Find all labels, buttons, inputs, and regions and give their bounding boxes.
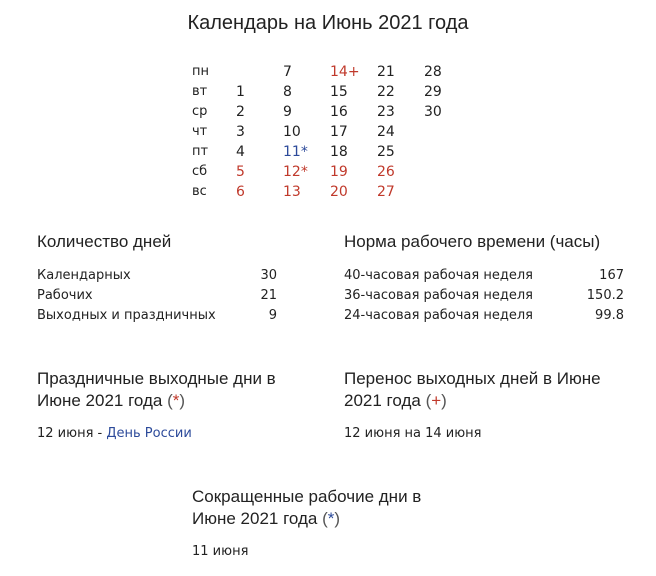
calendar-day: 27 — [377, 184, 395, 200]
stat-label: 40-часовая рабочая неделя — [344, 268, 533, 283]
weekday-label: вс — [192, 184, 207, 199]
heading-line: Перенос выходных дней в Июне — [344, 369, 601, 388]
calendar-day: 19 — [330, 164, 348, 180]
calendar-day: 12* — [283, 164, 308, 180]
calendar-day: 23 — [377, 104, 395, 120]
calendar-day: 24 — [377, 124, 395, 140]
days-count-heading: Количество дней — [37, 232, 172, 251]
days-count-table — [37, 266, 277, 326]
stat-value: 99.8 — [595, 308, 624, 323]
heading-line: 2021 года (+) — [344, 391, 447, 410]
calendar-day: 22 — [377, 84, 395, 100]
stat-row — [37, 266, 277, 286]
calendar-day: 5 — [236, 164, 245, 180]
weekday-label: пт — [192, 144, 209, 159]
calendar-day: 15 — [330, 84, 348, 100]
calendar-row — [186, 102, 471, 122]
calendar-day: 29 — [424, 84, 442, 100]
heading-line: Сокращенные рабочие дни в — [192, 487, 422, 506]
calendar-day: 18 — [330, 144, 348, 160]
calendar-day: 25 — [377, 144, 395, 160]
calendar-day: 2 — [236, 104, 245, 120]
calendar-day: 26 — [377, 164, 395, 180]
calendar-day: 28 — [424, 64, 442, 80]
calendar-day: 3 — [236, 124, 245, 140]
short-days-heading — [192, 486, 421, 530]
calendar-day: 21 — [377, 64, 395, 80]
stat-label: Календарных — [37, 268, 131, 283]
stat-label: Рабочих — [37, 288, 93, 303]
stat-row — [344, 286, 624, 306]
stat-label: 24-часовая рабочая неделя — [344, 308, 533, 323]
calendar-day: 17 — [330, 124, 348, 140]
calendar-day — [424, 162, 471, 182]
stat-row — [37, 306, 277, 326]
weekday-label: вт — [192, 84, 208, 99]
calendar-day: 16 — [330, 104, 348, 120]
short-day-mark: * — [327, 509, 335, 528]
heading-line: Июне 2021 года (*) — [192, 509, 341, 528]
calendar-row — [186, 122, 471, 142]
calendar-day: 7 — [283, 64, 292, 80]
calendar-row — [186, 162, 471, 182]
stat-value: 9 — [268, 308, 277, 323]
separator: - — [93, 426, 107, 441]
calendar-day — [424, 182, 471, 202]
calendar-day: 30 — [424, 104, 442, 120]
heading-line: Праздничные выходные дни в — [37, 369, 276, 388]
calendar-day: 10 — [283, 124, 301, 140]
weekday-label: сб — [192, 164, 208, 179]
calendar-day: 13 — [283, 184, 301, 200]
stat-value: 21 — [260, 288, 277, 303]
heading-line: Июне 2021 года (*) — [37, 391, 186, 410]
calendar-day: 1 — [236, 84, 245, 100]
stat-row — [344, 266, 624, 286]
calendar-day: 8 — [283, 84, 292, 100]
heading-text: Июне 2021 года — [37, 391, 163, 410]
heading-text: 2021 года — [344, 391, 421, 410]
page-title: Календарь на Июнь 2021 года — [187, 12, 469, 34]
work-hours-heading: Норма рабочего времени (часы) — [344, 232, 601, 251]
weekday-label: ср — [192, 104, 208, 119]
holidays-heading — [37, 368, 276, 412]
calendar-day: 14+ — [330, 64, 360, 80]
calendar-day — [424, 142, 471, 162]
calendar-day: 9 — [283, 104, 292, 120]
stat-label: Выходных и праздничных — [37, 308, 216, 323]
transfer-mark: + — [431, 391, 442, 410]
calendar-row — [186, 182, 471, 202]
calendar-day — [236, 62, 283, 82]
calendar-day: 20 — [330, 184, 348, 200]
stat-value: 30 — [260, 268, 277, 283]
calendar-row — [186, 62, 471, 82]
calendar-day — [424, 122, 471, 142]
transfers-text: 12 июня на 14 июня — [344, 426, 482, 441]
transfers-heading — [344, 368, 601, 412]
calendar-row — [186, 82, 471, 102]
calendar-day: 6 — [236, 184, 245, 200]
holiday-link[interactable]: День России — [106, 426, 192, 441]
stat-value: 150.2 — [586, 288, 624, 303]
weekday-label: пн — [192, 64, 209, 79]
holidays-list — [37, 426, 192, 441]
stat-label: 36-часовая рабочая неделя — [344, 288, 533, 303]
heading-text: Июне 2021 года — [192, 509, 318, 528]
calendar-day: 4 — [236, 144, 245, 160]
holiday-date: 12 июня — [37, 426, 94, 441]
stat-row — [344, 306, 624, 326]
calendar-day: 11* — [283, 144, 308, 160]
holiday-mark: * — [172, 391, 180, 410]
stat-row — [37, 286, 277, 306]
stat-value: 167 — [599, 268, 624, 283]
weekday-label: чт — [192, 124, 208, 139]
work-hours-table — [344, 266, 624, 326]
calendar-grid — [186, 62, 471, 202]
calendar-row — [186, 142, 471, 162]
short-days-text: 11 июня — [192, 544, 249, 559]
